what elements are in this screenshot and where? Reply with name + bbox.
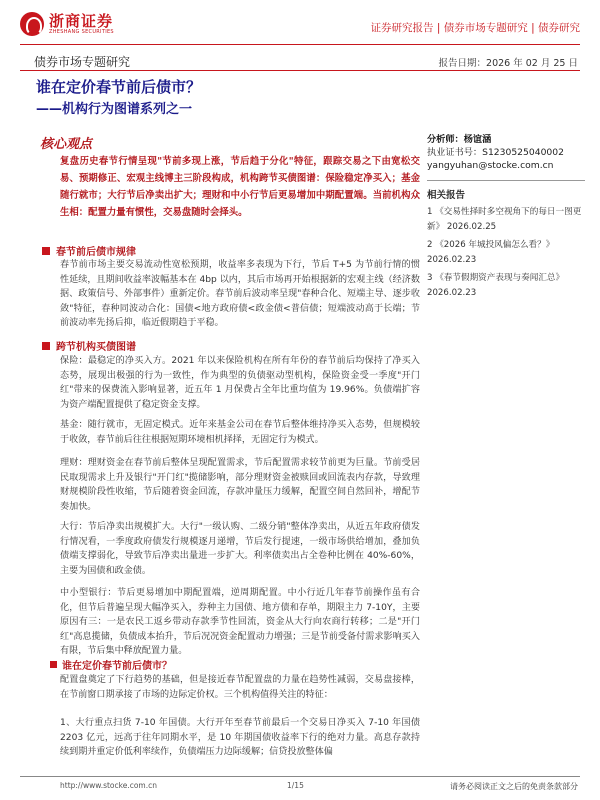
report-date: 报告日期：2026 年 02 月 25 日 xyxy=(438,58,578,69)
header-divider xyxy=(20,44,580,45)
footer-divider xyxy=(20,776,580,777)
company-logo xyxy=(20,12,114,36)
section-heading-1 xyxy=(42,243,136,258)
footer-url[interactable]: http://www.stocke.com.cn xyxy=(60,781,157,790)
series-label: 债券市场专题研究 xyxy=(34,55,131,69)
section-title: 谁在定价春节前后债市？ xyxy=(62,661,172,672)
certificate-number: 执业证书号：S1230525040002 xyxy=(427,147,564,158)
report-type-labels: 证券研究报告 | 债券市场专题研究 | 债券研究 xyxy=(370,22,580,34)
related-report-item[interactable]: 3 《春节假期资产表现与奏闻汇总》 2026.02.23 xyxy=(427,273,565,298)
analyst-line xyxy=(427,133,585,146)
page-number: 1/15 xyxy=(287,781,304,790)
paragraph-big-banks: 大行：节后净卖出规模扩大。大行"一级认购、二级分销"整体净卖出，从近五年政府债发行情况看，一季度政府债发行规模逐月递增，节后发行提速，一级市场供给增加，叠加负债端支撑弱化，导致节后净卖出量进一步扩大。利率债卖出占全卷种比例在 40%-60%，主要为国债和政金债。 xyxy=(60,522,420,576)
report-title: 谁在定价春节前后债市？ xyxy=(36,78,202,96)
page-header xyxy=(20,10,580,44)
analyst-name: 杨谊涵 xyxy=(463,134,492,145)
logo-name-cn: 浙商证券 xyxy=(49,12,114,30)
related-reports-heading: 相关报告 xyxy=(427,190,466,201)
core-view-summary: 复盘历史春节行情呈现"节前多现上涨，节后趋于分化"特征，跟踪交易之下由宽松交易、预期修正、宏观主线博主三阶段构成，机构跨节买债图谱：保险稳定净买入；基金随行就市；大行节后净卖出扩大；理财和中小行节后更易增加中期配置端。当前机构众生相：配置力量有惯性，交易盘随时会择头。 xyxy=(60,156,420,218)
sidebar-divider xyxy=(427,180,585,181)
section-heading-2 xyxy=(42,338,136,353)
section-3-paragraph: 配置盘奠定了下行趋势的基础，但是接近春节配置盘的力量在趋势性减弱，交易盘接棒，在节前窗口期承接了市场的边际定价权。三个机构值得关注的特征： xyxy=(60,675,420,700)
core-view-heading: 核心观点 xyxy=(40,137,93,152)
disclaimer-note: 请务必阅读正文之后的免责条款部分 xyxy=(450,782,578,791)
section-title: 春节前后债市规律 xyxy=(56,247,136,258)
section-marker-icon xyxy=(42,247,50,255)
section-1-paragraph: 春节前市场主要交易流动性宽松预期，收益率多表现为下行，节后 T+5 为节前行情的惯性延续，且期间收益率波幅基本在 4bp 以内，其后市场再开始根据新的宏观主线（经济数据、政策信号、外部事件）重新定价。春节前后波动率呈现"春种合化、短端主导、逐步收敛"特征，春种同波动合化：国债<地方政府债<政金债<普信债；短端波动高于长端；节前波动率先扬后抑，临近假期趋于平稳。 xyxy=(60,260,420,329)
logo-icon xyxy=(20,12,44,36)
section-marker-icon xyxy=(42,342,50,350)
title-divider xyxy=(20,70,580,71)
paragraph-insurance: 保险：最稳定的净买入方。2021 年以来保险机构在所有年份的春节前后均保持了净买入态势，展现出极强的行为一致性，作为典型的负债驱动型机构，保险资金受一季度"开门红"带来的保费流入影响显著，近五年 1 月保费占全年比重均值为 19.96%。负债端扩容为资产端配置提供了稳定资金支撑。 xyxy=(60,356,420,410)
paragraph-small-banks: 中小型银行：节后更易增加中期配置端，逆周期配置。中小行近几年春节前操作虽有合化，但节后普遍呈现大幅净买入，券种主力国债、地方债和存单，期限主力 7-10Y，主要原因有三：一是农民工返乡带动存款季节性回流，资金从大行向农商行转移；二是"开门红"高息揽储，负债成本抬升，节后况况资金配置动力增强；三是节前受备付需求影响买入有限，节后集中释放配置力量。 xyxy=(60,588,420,657)
analyst-label: 分析师： xyxy=(427,134,464,145)
section-heading-3 xyxy=(50,657,172,672)
analyst-email[interactable]: yangyuhan@stocke.com.cn xyxy=(427,160,554,171)
paragraph-fund: 基金：随行就市，无固定模式。近年来基金公司在春节后整体维持净买入态势，但规模较于收敛，春节前后往往根据短期环境相机择择，无固定行为模式。 xyxy=(60,420,420,445)
paragraph-wealth-management: 理财：理财资金在春节前后整体呈现配置需求，节后配置需求较节前更为巨量。节前受居民取现需求上升及银行"开门红"揽储影响，部分理财资金被赎回或回流表内存款，导致理财规模阶段性收缩，节后随着资金回流，存款冲量压力缓解，配置空间自然回补，增配节奏加快。 xyxy=(60,458,420,512)
related-report-item[interactable]: 2 《2026 年城投风偏怎么看？》 2026.02.23 xyxy=(427,240,555,265)
logo-name-en: ZHESHANG SECURITIES xyxy=(49,29,114,35)
analyst-sidebar xyxy=(427,133,585,304)
report-subtitle: ——机构行为图谱系列之一 xyxy=(36,102,193,117)
section-title: 跨节机构买债图谱 xyxy=(56,342,136,353)
section-marker-icon xyxy=(50,661,57,668)
related-report-item[interactable]: 1 《交易性择时多空视角下的每日一图更新》 2026.02.25 xyxy=(427,207,582,232)
paragraph-big-banks-buying: 1、大行重点扫货 7-10 年国债。大行开年至春节前最后一个交易日净买入 7-10 年国债 2203 亿元，远高于往年同期水平，是 10 年期国债收益率下行的绝对力量。高息存款持续到期并重定价低利率续作，负债端压力边际缓解；信贷投放整体偏 xyxy=(60,718,420,758)
